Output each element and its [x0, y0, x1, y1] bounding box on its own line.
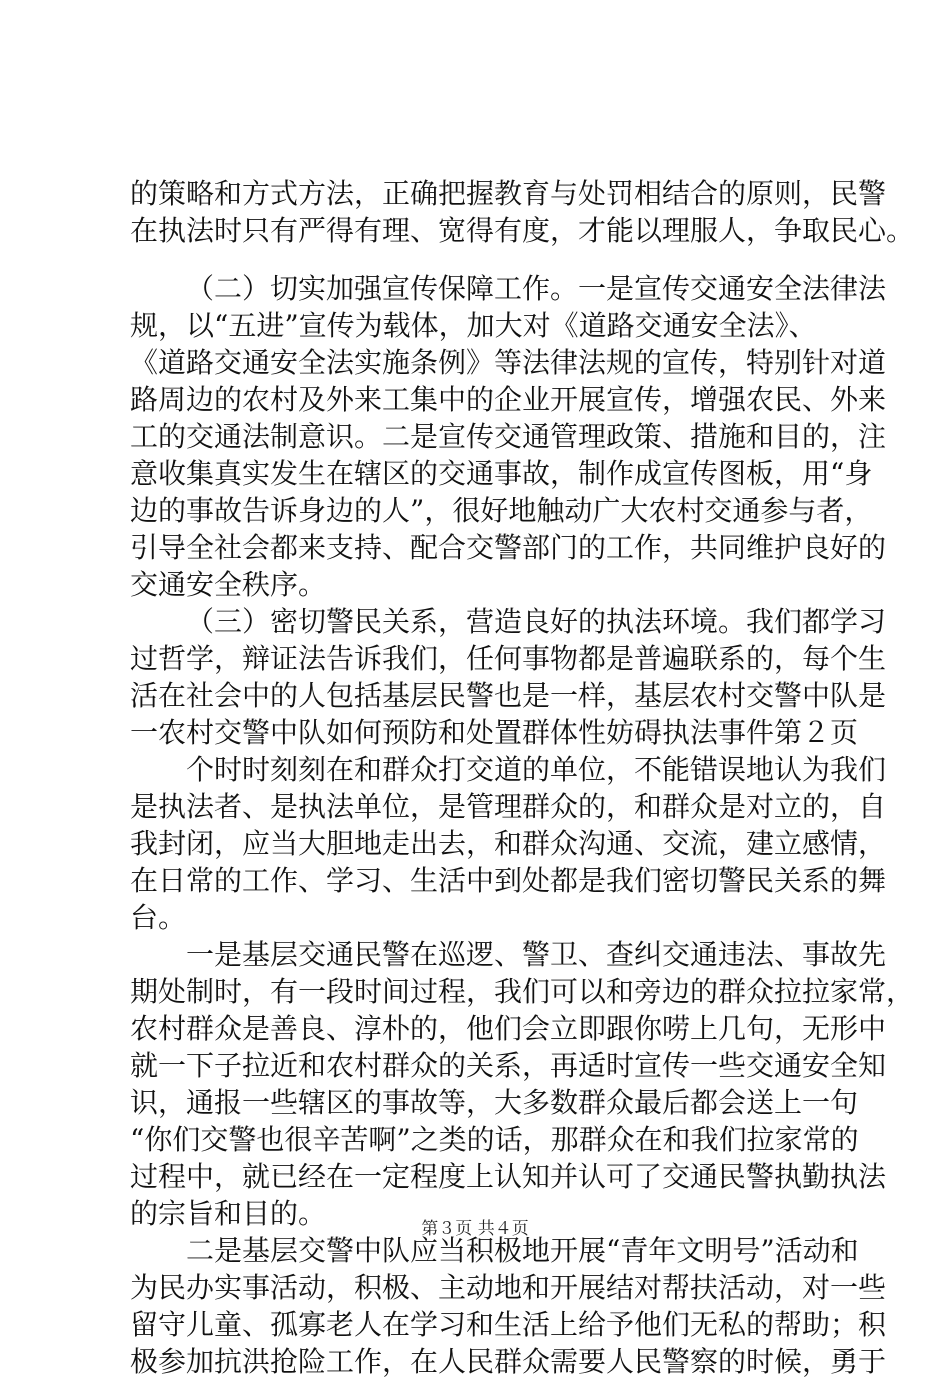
- text-line: 过哲学，辩证法告诉我们，任何事物都是普遍联系的，每个生: [130, 642, 887, 675]
- text-line: 路周边的农村及外来工集中的企业开展宣传，增强农民、外来: [130, 383, 887, 416]
- paragraph-2: [130, 270, 887, 603]
- document-body: [130, 175, 915, 1380]
- text-line: （二）切实加强宣传保障工作。一是宣传交通安全法律法: [186, 272, 887, 305]
- text-line: 交通安全秩序。: [130, 568, 327, 601]
- text-line: 的宗旨和目的。: [130, 1197, 327, 1230]
- paragraph-5: [130, 936, 915, 1232]
- paragraph-gap: [130, 249, 830, 270]
- text-line: 我封闭，应当大胆地走出去，和群众沟通、交流，建立感情，: [130, 827, 887, 860]
- paragraph-3: [130, 603, 887, 751]
- text-line: 个时时刻刻在和群众打交道的单位，不能错误地认为我们: [186, 753, 887, 786]
- text-line: “你们交警也很辛苦啊”之类的话，那群众在和我们拉家常的: [130, 1123, 859, 1156]
- text-line: 的策略和方式方法，正确把握教育与处罚相结合的原则，民警: [130, 177, 887, 210]
- text-line: 二是基层交警中队应当积极地开展“青年文明号”活动和: [186, 1234, 859, 1267]
- paragraph-4: [130, 751, 887, 936]
- text-line: 一农村交警中队如何预防和处置群体性妨碍执法事件第２页: [130, 716, 859, 749]
- text-line: 活在社会中的人包括基层民警也是一样，基层农村交警中队是: [130, 679, 887, 712]
- text-line: 工的交通法制意识。二是宣传交通管理政策、措施和目的，注: [130, 420, 887, 453]
- text-line: 边的事故告诉身边的人”，很好地触动广大农村交通参与者，: [130, 494, 873, 527]
- text-line: 台。: [130, 901, 187, 934]
- text-line: 一是基层交通民警在巡逻、警卫、查纠交通违法、事故先: [186, 938, 887, 971]
- text-line: 《道路交通安全法实施条例》等法律法规的宣传，特别针对道: [130, 346, 887, 379]
- text-line: 是执法者、是执法单位，是管理群众的，和群众是对立的，自: [130, 790, 887, 823]
- page-number: 第３页 共４页: [421, 1219, 529, 1239]
- text-line: 就一下子拉近和农村群众的关系，再适时宣传一些交通安全知: [130, 1049, 887, 1082]
- text-line: 引导全社会都来支持、配合交警部门的工作，共同维护良好的: [130, 531, 887, 564]
- paragraph-6: [130, 1232, 887, 1380]
- text-line: 留守儿童、孤寡老人在学习和生活上给予他们无私的帮助；积: [130, 1308, 887, 1341]
- paragraph-1: [130, 175, 915, 249]
- text-line: 规，以“五进”宣传为载体，加大对《道路交通安全法》、: [130, 309, 817, 342]
- text-line: 识，通报一些辖区的事故等，大多数群众最后都会送上一句: [130, 1086, 859, 1119]
- text-line: 极参加抗洪抢险工作，在人民群众需要人民警察的时候，勇于: [130, 1345, 887, 1378]
- text-line: 农村群众是善良、淳朴的，他们会立即跟你唠上几句，无形中: [130, 1012, 887, 1045]
- text-line: 意收集真实发生在辖区的交通事故，制作成宣传图板，用“身: [130, 457, 873, 490]
- text-line: 在日常的工作、学习、生活中到处都是我们密切警民关系的舞: [130, 864, 887, 897]
- page-footer: [0, 1214, 950, 1239]
- text-line: 期处制时，有一段时间过程，我们可以和旁边的群众拉拉家常，: [130, 975, 915, 1008]
- text-line: 过程中，就已经在一定程度上认知并认可了交通民警执勤执法: [130, 1160, 887, 1193]
- text-line: （三）密切警民关系，营造良好的执法环境。我们都学习: [186, 605, 887, 638]
- text-line: 在执法时只有严得有理、宽得有度，才能以理服人，争取民心。: [130, 214, 915, 247]
- text-line: 为民办实事活动，积极、主动地和开展结对帮扶活动，对一些: [130, 1271, 887, 1304]
